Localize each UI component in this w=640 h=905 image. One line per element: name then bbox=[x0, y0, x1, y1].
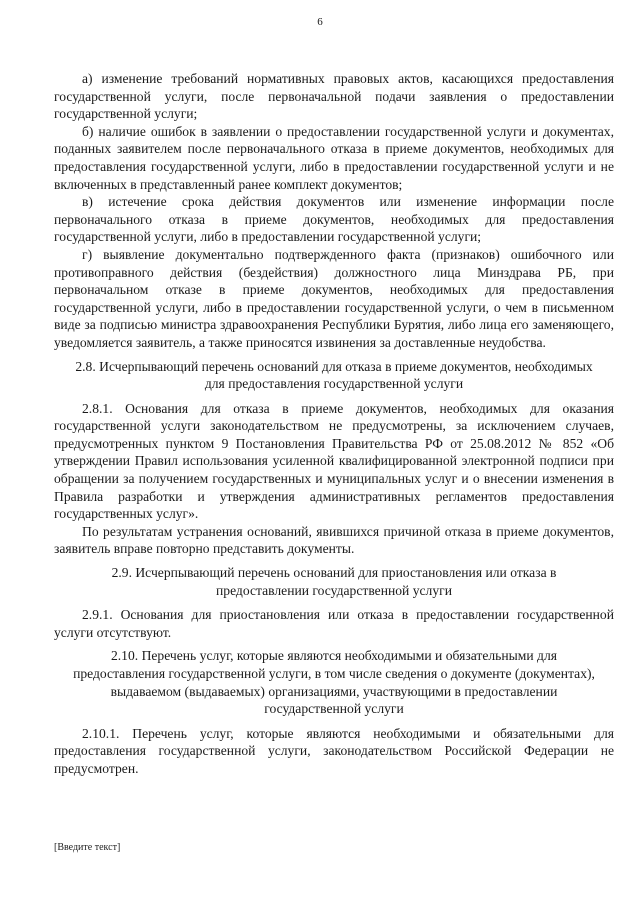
list-item-g: г) выявление документально подтвержденного факта (признаков) ошибочного или противоправного действия (бездействия) должностного лица Минздрава РБ, при первоначальном отказе в приеме документов, необходимых для предоставления государственной услуги, либо в предоставлении государственной услуги, о чем в письменном виде за подписью министра здравоохранения Республики Бурятия, либо лица его заменяющего, уведомляется заявитель, а также приносятся извинения за доставленные неудобства. bbox=[54, 246, 614, 350]
document-body bbox=[54, 70, 614, 778]
footer-placeholder: [Введите текст] bbox=[54, 842, 121, 853]
paragraph-2-8-1: 2.8.1. Основания для отказа в приеме документов, необходимых для оказания государственной услуги законодательством не предусмотрены, за исключением случаев, предусмотренных пунктом 9 Постановления Правительства РФ от 25.08.2012 № 852 «Об утверждении Правил использования усиленной квалифицированной электронной подписи при обращении за получением государственных и муниципальных услуг и о внесении изменения в Правила разработки и утверждения административных регламентов предоставления государственных услуг». bbox=[54, 400, 614, 522]
paragraph-2-10-1: 2.10.1. Перечень услуг, которые являются необходимыми и обязательными для предоставления государственной услуги, законодательством Российской Федерации не предусмотрен. bbox=[54, 725, 614, 776]
list-item-v: в) истечение срока действия документов или изменение информации после первоначального отказа в приеме документов, необходимых для предоставления государственной услуги, либо в предоставлении государственной услуги; bbox=[54, 194, 614, 245]
list-item-a: а) изменение требований нормативных правовых актов, касающихся предоставления государственной услуги, после первоначальной подачи заявления о предоставлении государственной услуги; bbox=[54, 71, 614, 122]
list-item-b: б) наличие ошибок в заявлении о предоставлении государственной услуги и документах, поданных заявителем после первоначального отказа в приеме документов, необходимых для предоставления государственной услуги, либо в предоставлении государственной услуги и не включенных в представленный ранее комплект документов; bbox=[54, 123, 614, 192]
section-heading-2-8: 2.8. Исчерпывающий перечень оснований для отказа в приеме документов, необходимых для предоставления государственной услуги bbox=[75, 358, 593, 392]
paragraph-2-8-resubmit: По результатам устранения оснований, явившихся причиной отказа в приеме документов, заявитель вправе повторно представить документы. bbox=[54, 523, 614, 557]
paragraph-2-9-1: 2.9.1. Основания для приостановления или отказа в предоставлении государственной услуги отсутствуют. bbox=[54, 607, 614, 640]
page-number: 6 bbox=[317, 16, 323, 28]
section-heading-2-10: 2.10. Перечень услуг, которые являются необходимыми и обязательными для предоставления государственной услуги, в том числе сведения о документе (документах), выдаваемом (выдаваемых) организациями, участвующими в предоставлении государственной услуги bbox=[73, 648, 595, 717]
section-heading-2-9: 2.9. Исчерпывающий перечень оснований для приостановления или отказа в предоставлении государственной услуги bbox=[111, 565, 557, 598]
